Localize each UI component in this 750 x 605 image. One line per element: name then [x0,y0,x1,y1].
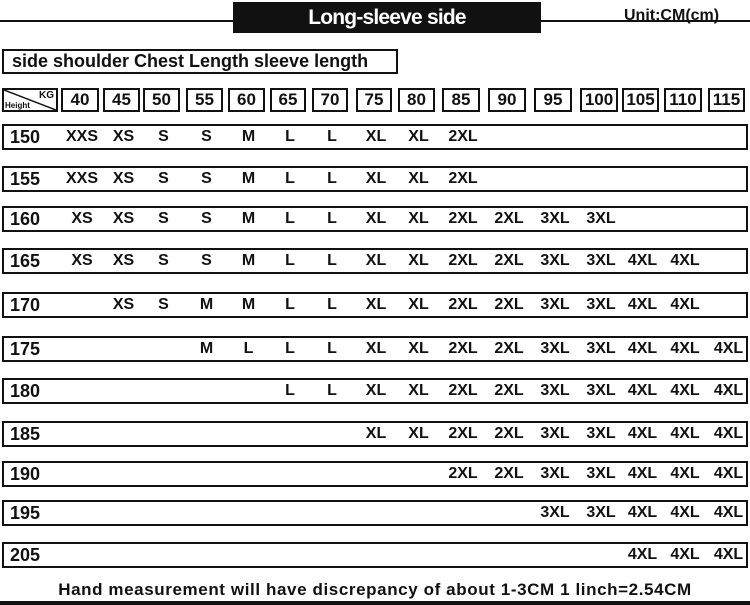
size-cell: S [201,128,212,145]
row-height-label: 185 [10,424,41,444]
size-cell: L [285,170,295,187]
size-cell: M [241,210,256,227]
size-cell: 4XL [713,340,744,357]
size-cell: L [327,296,337,313]
size-cell: S [201,252,212,269]
table-row [2,461,748,487]
size-cell: 2XL [448,170,478,187]
size-cell: XL [408,210,429,227]
table-row [2,500,748,526]
size-cell: 4XL [627,382,658,399]
size-cell: 4XL [670,425,700,442]
weight-header-cell: 60 [228,88,265,112]
size-cell: XL [408,170,429,187]
row-height-label: 150 [10,127,41,147]
size-cell: XL [365,425,387,442]
table-row [2,292,748,318]
weight-header-cell: 65 [270,88,306,112]
size-cell: XL [408,425,429,442]
size-cell: 2XL [494,210,524,227]
table-row [2,542,748,568]
row-height-label: 165 [10,251,41,271]
weight-header-cell: 45 [103,88,140,112]
size-cell: 3XL [586,425,616,442]
size-cell: L [327,210,337,227]
size-cell: 4XL [713,382,744,399]
table-row [2,166,748,192]
size-cell: S [158,210,169,227]
weight-header-cell: 40 [61,88,99,112]
size-cell: 2XL [494,340,524,357]
size-cell: S [158,296,169,313]
size-cell: 3XL [540,340,570,357]
table-row [2,336,748,362]
size-cell: 4XL [670,252,700,269]
size-cell: L [285,382,295,399]
size-cell: S [201,210,212,227]
size-cell: L [285,128,295,145]
weight-header-cell: 50 [143,88,180,112]
size-cell: 2XL [448,252,478,269]
weight-header-cell: 110 [664,88,702,112]
size-cell: XL [365,128,387,145]
size-cell: L [327,128,337,145]
row-height-label: 195 [10,503,41,523]
size-cell: L [285,340,295,357]
size-cell: 3XL [540,296,570,313]
size-cell: XS [71,210,93,227]
size-cell: S [158,170,169,187]
size-cell: M [199,296,214,313]
weight-header-cell: 85 [442,88,480,112]
table-row [2,378,748,404]
weight-header-cell: 80 [398,88,435,112]
size-cell: XS [112,128,135,145]
size-cell: 2XL [448,296,478,313]
size-cell: XS [112,296,135,313]
weight-header-cell: 70 [312,88,348,112]
size-cell: 4XL [670,340,700,357]
size-cell: L [285,252,295,269]
size-cell: L [327,252,337,269]
size-cell: 4XL [713,465,744,482]
size-cell: XL [365,252,387,269]
size-cell: 2XL [494,465,524,482]
size-cell: 2XL [494,252,524,269]
size-cell: 4XL [670,465,700,482]
size-cell: 3XL [540,425,570,442]
size-cell: S [158,128,169,145]
size-cell: 4XL [627,465,658,482]
size-cell: 2XL [494,296,524,313]
unit-label: Unit:CM(cm) [624,7,720,24]
size-cell: M [199,340,214,357]
size-cell: XL [365,382,387,399]
size-cell: 4XL [670,382,700,399]
size-cell: 4XL [627,504,658,521]
size-cell: XS [112,252,135,269]
size-cell: XL [365,170,387,187]
size-cell: XL [408,128,429,145]
weight-header-row [0,88,750,114]
size-cell: 4XL [627,252,658,269]
size-cell: 3XL [540,465,570,482]
size-cell: XS [71,252,93,269]
weight-header-cell: 115 [708,88,745,112]
size-cell: 2XL [494,382,524,399]
weight-header-cell: 100 [580,88,618,112]
size-cell: XL [365,296,387,313]
size-cell: 3XL [586,340,616,357]
size-cell: M [241,296,256,313]
size-cell: 2XL [448,128,478,145]
row-height-label: 160 [10,209,41,229]
row-height-label: 175 [10,339,41,359]
size-cell: 3XL [586,382,616,399]
size-cell: L [285,210,295,227]
corner-header-cell [2,88,58,112]
size-cell: 3XL [586,252,616,269]
row-height-label: 170 [10,295,41,315]
weight-header-cell: 55 [186,88,223,112]
size-cell: 4XL [713,425,744,442]
weight-header-cell: 95 [534,88,572,112]
size-cell: 4XL [670,296,700,313]
size-cell: S [201,170,212,187]
size-cell: 3XL [586,210,616,227]
size-cell: 4XL [713,546,744,563]
size-cell: 4XL [627,425,658,442]
size-cell: XS [112,170,135,187]
size-cell: L [327,170,337,187]
weight-header-cell: 90 [488,88,526,112]
size-cell: 4XL [627,296,658,313]
size-cell: 3XL [586,465,616,482]
size-cell: 4XL [627,546,658,563]
size-cell: 2XL [448,425,478,442]
row-height-label: 190 [10,464,41,484]
measurement-header-label: side shoulder Chest Length sleeve length [2,49,398,74]
size-cell: XL [408,382,429,399]
row-height-label: 155 [10,169,41,189]
size-cell: L [327,340,337,357]
corner-height-label: Height [5,101,30,110]
row-height-label: 205 [10,545,41,565]
size-cell: XXS [65,170,98,187]
weight-header-cell: 75 [356,88,392,112]
size-cell: 2XL [494,425,524,442]
size-cell: 3XL [540,210,570,227]
size-cell: 4XL [713,504,744,521]
size-cell: S [158,252,169,269]
table-row [2,421,748,447]
size-cell: M [241,170,256,187]
corner-kg-label: KG [39,90,54,101]
footer-note: Hand measurement will have discrepancy of about 1-3CM 1 linch=2.54CM [58,580,692,599]
size-cell: M [241,252,256,269]
table-row [2,206,748,232]
size-cell: L [285,296,295,313]
table-row [2,248,748,274]
size-cell: 3XL [586,504,616,521]
size-cell: XXS [65,128,98,145]
size-cell: M [241,128,256,145]
row-height-label: 180 [10,381,41,401]
size-cell: XL [365,210,387,227]
size-cell: 4XL [670,546,700,563]
size-cell: XS [112,210,135,227]
size-cell: 3XL [540,252,570,269]
size-cell: XL [408,296,429,313]
size-cell: 3XL [540,382,570,399]
size-cell: 4XL [627,340,658,357]
size-cell: XL [365,340,387,357]
size-cell: 3XL [540,504,570,521]
table-row [2,124,748,150]
size-cell: 2XL [448,382,478,399]
size-cell: XL [408,340,429,357]
size-cell: 2XL [448,210,478,227]
size-cell: L [243,340,254,357]
size-cell: L [327,382,337,399]
size-cell: 2XL [448,340,478,357]
size-cell: 4XL [670,504,700,521]
weight-header-cell: 105 [622,88,659,112]
size-cell: 3XL [586,296,616,313]
bottom-rule [0,601,750,605]
size-cell: XL [408,252,429,269]
size-cell: 2XL [448,465,478,482]
page-title: Long-sleeve side recommendation tale [233,2,541,33]
